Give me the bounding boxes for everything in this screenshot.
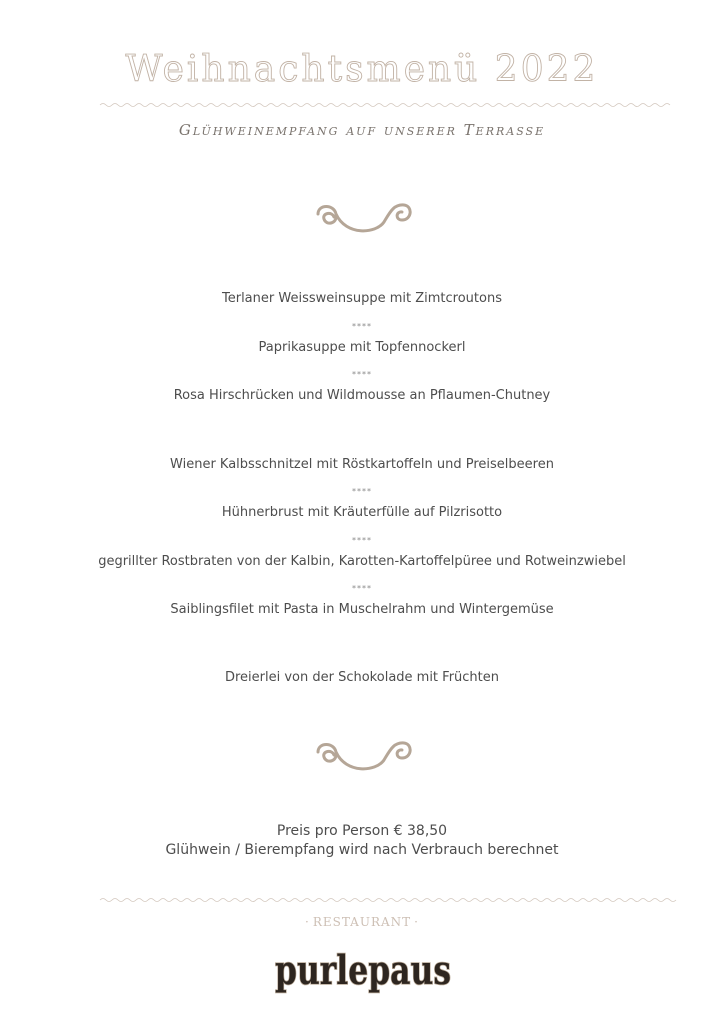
wave-divider-bottom xyxy=(100,896,625,904)
restaurant-logo xyxy=(272,944,454,1000)
page-title: Weihnachtsmenü 2022 xyxy=(125,49,599,90)
dot-right-icon: · xyxy=(414,915,419,929)
restaurant-label xyxy=(0,914,724,930)
dessert-item: Dreierlei von der Schokolade mit Früchten xyxy=(224,670,500,685)
menu-item: Saiblingsfilet mit Pasta in Muschelrahm und Wintergemüse xyxy=(170,602,554,617)
wave-divider-top xyxy=(100,101,625,109)
course-separator: **** xyxy=(352,487,372,496)
course-separator: **** xyxy=(352,536,372,545)
price-line: Preis pro Person € 38,50 xyxy=(276,823,448,839)
menu-item: gegrillter Rostbraten von der Kalbin, Karotten-Kartoffelpüree und Rotweinzwiebel xyxy=(98,554,626,569)
menu-item: Hühnerbrust mit Kräuterfülle auf Pilzrisotto xyxy=(221,505,503,520)
page-subtitle: Glühweinempfang auf unserer Terrasse xyxy=(178,121,546,139)
swirl-ornament-bottom-icon xyxy=(312,738,414,778)
drinks-note: Glühwein / Bierempfang wird nach Verbrauch berechnet xyxy=(165,842,559,858)
course-separator: **** xyxy=(352,584,372,593)
menu-item: Wiener Kalbsschnitzel mit Röstkartoffeln und Preiselbeeren xyxy=(170,457,554,472)
restaurant-label-text: RESTAURANT xyxy=(312,915,412,929)
swirl-ornament-top-icon xyxy=(312,200,414,240)
course-separator: **** xyxy=(352,322,372,331)
menu-item: Paprikasuppe mit Topfennockerl xyxy=(258,340,466,355)
course-separator: **** xyxy=(352,370,372,379)
logo-wordmark: purlepaus xyxy=(275,947,451,994)
menu-item: Terlaner Weissweinsuppe mit Zimtcroutons xyxy=(222,291,502,306)
dot-left-icon: · xyxy=(304,915,310,929)
menu-item: Rosa Hirschrücken und Wildmousse an Pflaumen-Chutney xyxy=(173,388,551,403)
